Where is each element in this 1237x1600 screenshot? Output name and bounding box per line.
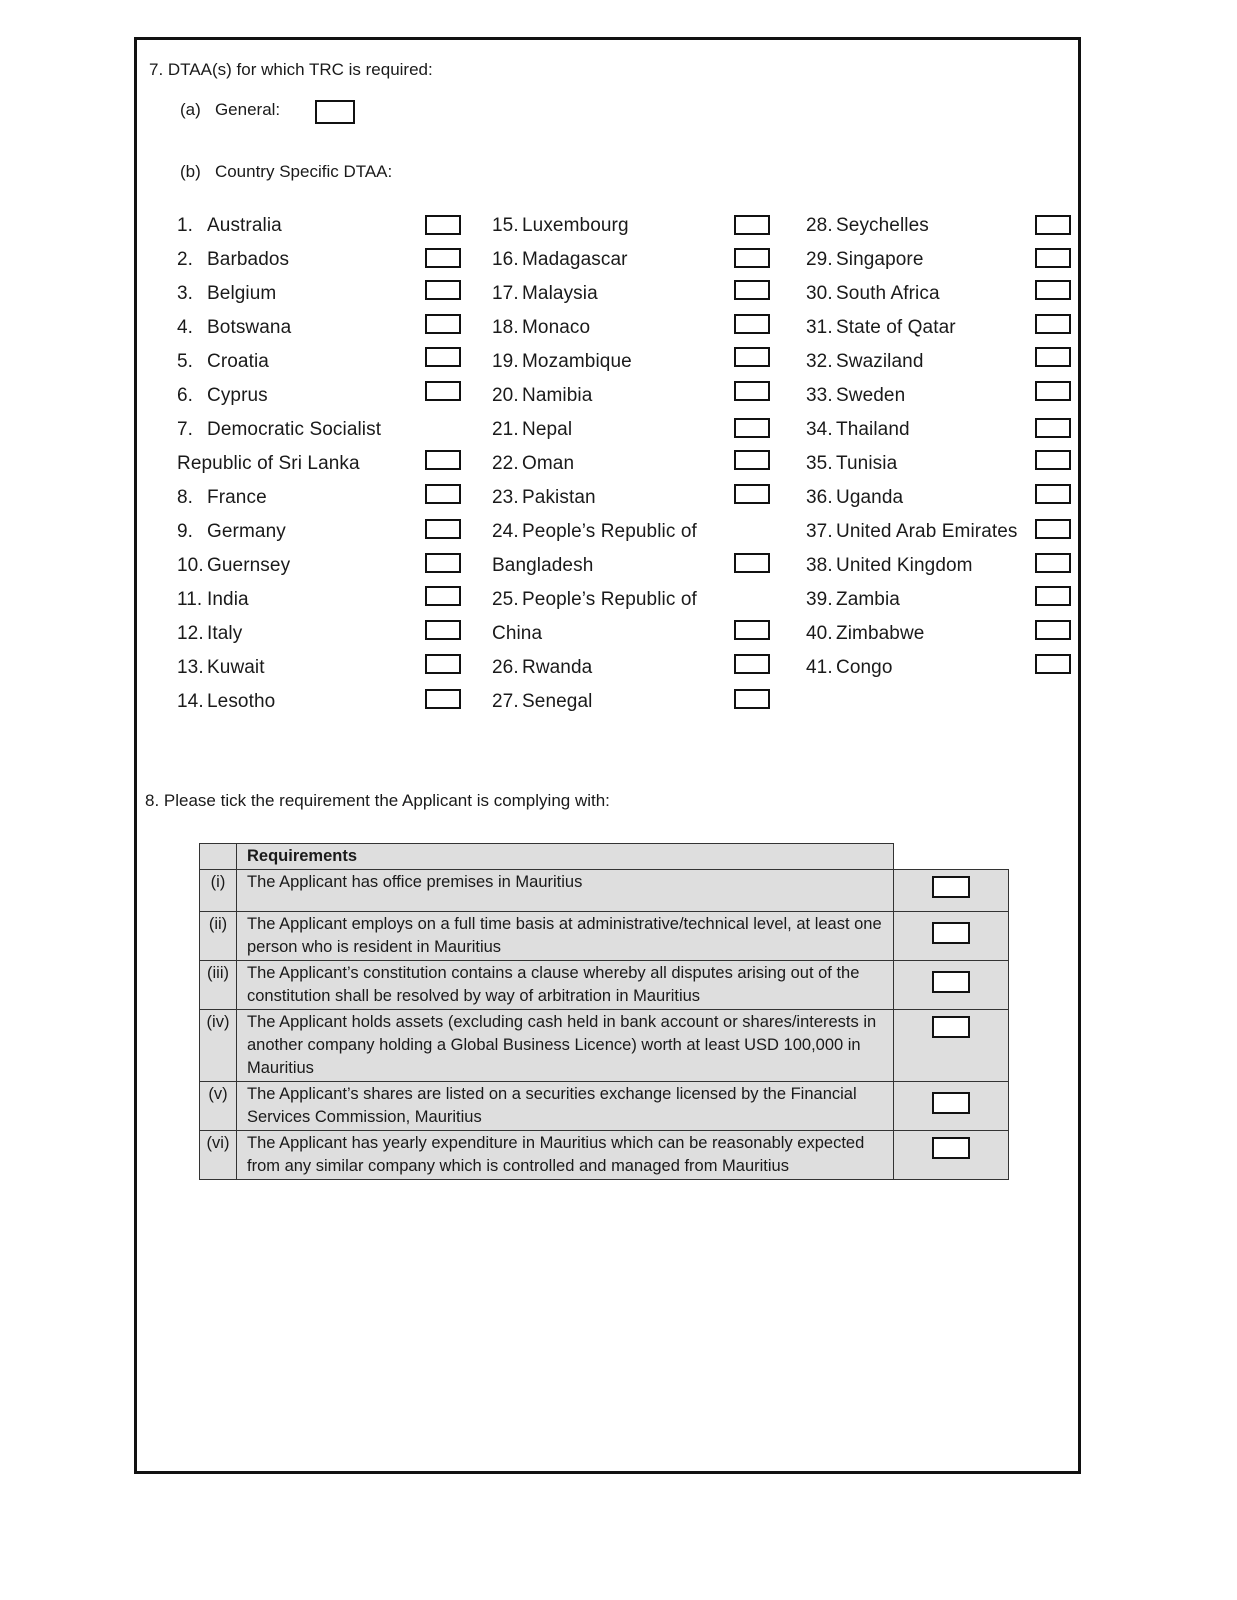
general-checkbox[interactable] [315, 100, 355, 124]
country-checkbox[interactable] [734, 654, 770, 674]
country-checkbox[interactable] [1035, 484, 1071, 504]
country-item: 6. Cyprus [177, 385, 268, 406]
country-checkbox[interactable] [425, 280, 461, 300]
general-label: (a) General: [180, 100, 281, 119]
country-checkbox[interactable] [734, 314, 770, 334]
country-checkbox[interactable] [1035, 248, 1071, 268]
row-check-cell [894, 1010, 1009, 1082]
country-checkbox[interactable] [425, 215, 461, 235]
row-text: The Applicant employs on a full time basis at administrative/technical level, at least one person who is resident in Mauritius [237, 912, 894, 961]
country-checkbox[interactable] [1035, 418, 1071, 438]
country-checkbox[interactable] [734, 347, 770, 367]
country-checkbox[interactable] [1035, 347, 1071, 367]
requirements-header: Requirements [237, 844, 894, 870]
country-item: 13. Kuwait [177, 657, 265, 678]
table-header-row [200, 844, 1009, 870]
row-number: (vi) [200, 1131, 237, 1180]
country-checkbox[interactable] [425, 620, 461, 640]
country-checkbox[interactable] [1035, 553, 1071, 573]
row-number: (iii) [200, 961, 237, 1010]
country-item: 7. Democratic Socialist [177, 419, 382, 440]
country-checkbox[interactable] [1035, 215, 1071, 235]
country-item: 32. Swaziland [806, 351, 924, 372]
row-number: (iv) [200, 1010, 237, 1082]
country-item-continued: China [492, 623, 543, 644]
country-item: 24. People’s Republic of [492, 521, 697, 542]
section-8-title: 8. Please tick the requirement the Applicant is complying with: [145, 791, 610, 810]
table-row [200, 1010, 1009, 1082]
country-item: 17. Malaysia [492, 283, 598, 304]
row-check-cell [894, 1131, 1009, 1180]
country-item: 40. Zimbabwe [806, 623, 925, 644]
country-item: 21. Nepal [492, 419, 573, 440]
country-checkbox[interactable] [425, 248, 461, 268]
country-checkbox[interactable] [1035, 314, 1071, 334]
country-item: 29. Singapore [806, 249, 924, 270]
country-item: 18. Monaco [492, 317, 591, 338]
row-text: The Applicant holds assets (excluding cash held in bank account or shares/interests in another company holding a Global Business Licence) worth at least USD 100,000 in Mauritius [237, 1010, 894, 1082]
country-checkbox[interactable] [425, 586, 461, 606]
row-number: (i) [200, 870, 237, 912]
table-row [200, 870, 1009, 912]
row-text: The Applicant has office premises in Mauritius [237, 870, 894, 912]
row-check-cell [894, 1082, 1009, 1131]
country-checkbox[interactable] [734, 553, 770, 573]
country-item: 11. India [177, 589, 249, 610]
row-check-cell [894, 870, 1009, 912]
country-item: 15. Luxembourg [492, 215, 629, 236]
country-item: 23. Pakistan [492, 487, 596, 508]
row-check-cell [894, 912, 1009, 961]
country-item: 16. Madagascar [492, 249, 628, 270]
country-checkbox[interactable] [734, 248, 770, 268]
country-checkbox[interactable] [734, 620, 770, 640]
country-item: 38. United Kingdom [806, 555, 973, 576]
requirement-checkbox[interactable] [932, 1092, 970, 1114]
country-checkbox[interactable] [1035, 450, 1071, 470]
requirement-checkbox[interactable] [932, 1016, 970, 1038]
row-text: The Applicant’s constitution contains a clause whereby all disputes arising out of the constitution shall be resolved by way of arbitration in Mauritius [237, 961, 894, 1010]
country-item: 30. South Africa [806, 283, 940, 304]
country-checkbox[interactable] [425, 347, 461, 367]
country-item-continued: Bangladesh [492, 555, 594, 576]
country-item: 1. Australia [177, 215, 282, 236]
row-text: The Applicant has yearly expenditure in Mauritius which can be reasonably expected from any similar company which is controlled and managed from Mauritius [237, 1131, 894, 1180]
country-item: 25. People’s Republic of [492, 589, 697, 610]
country-item: 34. Thailand [806, 419, 910, 440]
row-number: (ii) [200, 912, 237, 961]
country-item: 37. United Arab Emirates [806, 521, 1018, 542]
requirements-table [199, 843, 1009, 1180]
table-row [200, 1082, 1009, 1131]
country-checkbox[interactable] [734, 484, 770, 504]
country-checkbox[interactable] [734, 215, 770, 235]
requirement-checkbox[interactable] [932, 876, 970, 898]
country-item: 10. Guernsey [177, 555, 291, 576]
country-item: 41. Congo [806, 657, 893, 678]
country-checkbox[interactable] [734, 381, 770, 401]
section-7-title: 7. DTAA(s) for which TRC is required: [149, 60, 433, 79]
row-number: (v) [200, 1082, 237, 1131]
country-checkbox[interactable] [1035, 654, 1071, 674]
country-item: 12. Italy [177, 623, 243, 644]
country-checkbox[interactable] [734, 418, 770, 438]
country-checkbox[interactable] [1035, 519, 1071, 539]
country-item: 5. Croatia [177, 351, 269, 372]
country-item: 20. Namibia [492, 385, 593, 406]
country-checkbox[interactable] [425, 381, 461, 401]
country-checkbox[interactable] [425, 553, 461, 573]
country-item: 35. Tunisia [806, 453, 898, 474]
country-item: 3. Belgium [177, 283, 277, 304]
country-item: 31. State of Qatar [806, 317, 956, 338]
country-item-continued: Republic of Sri Lanka [177, 453, 360, 474]
country-item: 36. Uganda [806, 487, 904, 508]
country-item: 39. Zambia [806, 589, 900, 610]
country-item: 33. Sweden [806, 385, 906, 406]
country-checkbox[interactable] [1035, 381, 1071, 401]
country-checkbox[interactable] [1035, 280, 1071, 300]
row-text: The Applicant’s shares are listed on a securities exchange licensed by the Financial Services Commission, Mauritius [237, 1082, 894, 1131]
requirement-checkbox[interactable] [932, 1137, 970, 1159]
table-row [200, 912, 1009, 961]
country-item: 2. Barbados [177, 249, 290, 270]
country-item: 28. Seychelles [806, 215, 929, 236]
requirement-checkbox[interactable] [932, 971, 970, 993]
country-checkbox[interactable] [425, 314, 461, 334]
table-row [200, 961, 1009, 1010]
row-check-cell [894, 961, 1009, 1010]
header-blank-cell [894, 844, 1009, 870]
country-checkbox[interactable] [425, 654, 461, 674]
header-num-cell [200, 844, 237, 870]
country-checkbox[interactable] [1035, 620, 1071, 640]
country-item: 19. Mozambique [492, 351, 632, 372]
country-checkbox[interactable] [425, 450, 461, 470]
requirement-checkbox[interactable] [932, 922, 970, 944]
country-item: 22. Oman [492, 453, 575, 474]
country-checkbox[interactable] [425, 689, 461, 709]
country-checkbox[interactable] [425, 519, 461, 539]
country-specific-label: (b) Country Specific DTAA: [180, 162, 393, 181]
country-item: 14. Lesotho [177, 691, 276, 712]
country-item: 26. Rwanda [492, 657, 593, 678]
table-row [200, 1131, 1009, 1180]
country-item: 27. Senegal [492, 691, 593, 712]
country-checkbox[interactable] [1035, 586, 1071, 606]
country-checkbox[interactable] [734, 450, 770, 470]
country-item: 8. France [177, 487, 267, 508]
country-item: 9. Germany [177, 521, 286, 542]
country-item: 4. Botswana [177, 317, 292, 338]
country-checkbox[interactable] [734, 280, 770, 300]
country-checkbox[interactable] [734, 689, 770, 709]
country-checkbox[interactable] [425, 484, 461, 504]
